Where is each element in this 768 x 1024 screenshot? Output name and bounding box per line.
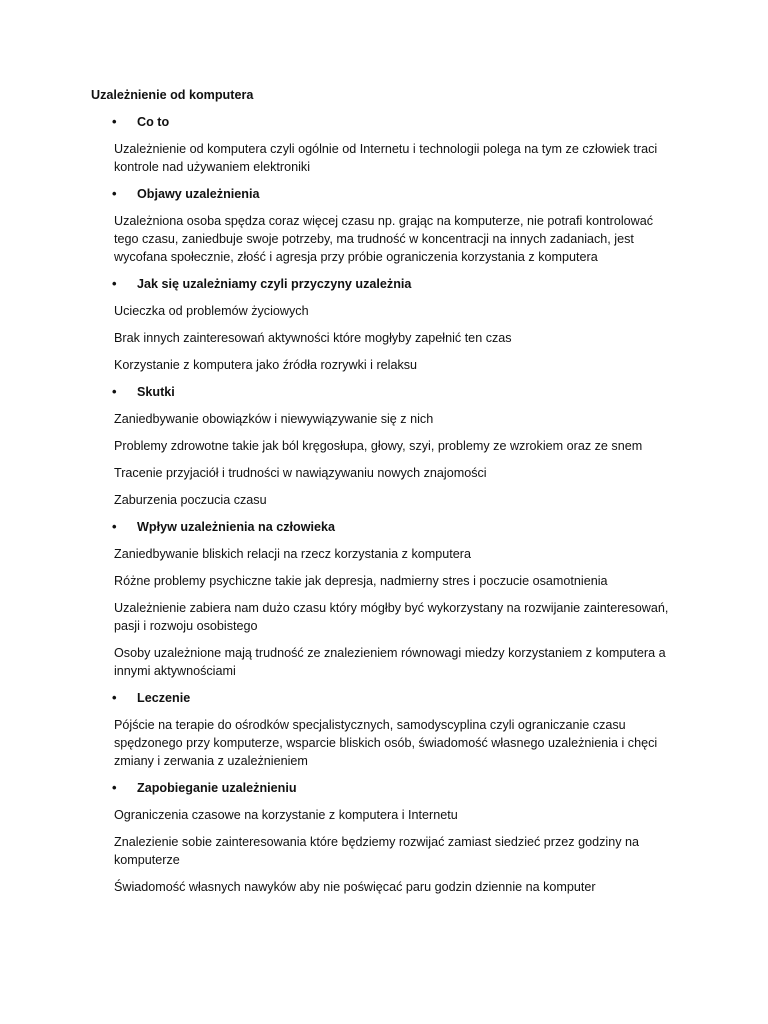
section-heading-label: Zapobieganie uzależnieniu xyxy=(137,781,297,795)
document-body xyxy=(91,86,681,905)
paragraph: Problemy zdrowotne takie jak ból kręgosłupa, głowy, szyi, problemy ze wzrokiem oraz ze snem xyxy=(114,439,643,453)
paragraph: Ograniczenia czasowe na korzystanie z komputera i Internetu xyxy=(114,808,458,822)
section-heading-label: Skutki xyxy=(137,385,175,399)
bullet-icon: • xyxy=(112,780,117,795)
section-heading-co-to xyxy=(91,113,681,131)
paragraph: Osoby uzależnione mają trudność ze znalezieniem równowagi miedzy korzystaniem z komputera a innymi aktywnościami xyxy=(114,646,666,678)
paragraph: Pójście na terapie do ośrodków specjalistycznych, samodyscyplina czyli ograniczanie czasu spędzonego przy komputerze, wsparcie bliskich osób, świadomość własnego uzależnienia i chęci zmiany i zerwania z uzależnieniem xyxy=(114,718,658,768)
paragraph: Znalezienie sobie zainteresowania które będziemy rozwijać zamiast siedzieć przez godziny na komputerze xyxy=(114,835,639,867)
paragraph: Uzależnienie zabiera nam dużo czasu który mógłby być wykorzystany na rozwijanie zainteresowań, pasji i rozwoju osobistego xyxy=(114,601,669,633)
paragraph: Zaniedbywanie bliskich relacji na rzecz korzystania z komputera xyxy=(114,547,471,561)
bullet-icon: • xyxy=(112,519,117,534)
section-heading-wplyw xyxy=(91,518,681,536)
section-heading-zapobieganie xyxy=(91,779,681,797)
document-title: Uzależnienie od komputera xyxy=(91,88,254,102)
bullet-icon: • xyxy=(112,276,117,291)
paragraph: Ucieczka od problemów życiowych xyxy=(114,304,309,318)
paragraph: Tracenie przyjaciół i trudności w nawiązywaniu nowych znajomości xyxy=(114,466,487,480)
paragraph: Różne problemy psychiczne takie jak depresja, nadmierny stres i poczucie osamotnienia xyxy=(114,574,608,588)
section-heading-leczenie xyxy=(91,689,681,707)
paragraph: Świadomość własnych nawyków aby nie poświęcać paru godzin dziennie na komputer xyxy=(114,880,596,894)
section-heading-objawy xyxy=(91,185,681,203)
paragraph: Brak innych zainteresowań aktywności które mogłyby zapełnić ten czas xyxy=(114,331,512,345)
paragraph: Zaniedbywanie obowiązków i niewywiązywanie się z nich xyxy=(114,412,434,426)
bullet-icon: • xyxy=(112,384,117,399)
section-heading-label: Objawy uzależnienia xyxy=(137,187,260,201)
section-heading-label: Co to xyxy=(137,115,170,129)
section-heading-label: Wpływ uzależnienia na człowieka xyxy=(137,520,336,534)
bullet-icon: • xyxy=(112,186,117,201)
paragraph: Zaburzenia poczucia czasu xyxy=(114,493,267,507)
bullet-icon: • xyxy=(112,690,117,705)
paragraph: Korzystanie z komputera jako źródła rozrywki i relaksu xyxy=(114,358,418,372)
section-heading-skutki xyxy=(91,383,681,401)
section-heading-label: Leczenie xyxy=(137,691,191,705)
section-heading-przyczyny xyxy=(91,275,681,293)
paragraph: Uzależniona osoba spędza coraz więcej czasu np. grając na komputerze, nie potrafi kontrolować tego czasu, zaniedbuje swoje potrzeby, ma trudność w koncentracji na innych zadaniach, jest wycofana społecznie, złość i agresja przy próbie ograniczenia korzystania z komputera xyxy=(114,214,654,264)
section-heading-label: Jak się uzależniamy czyli przyczyny uzależnia xyxy=(137,277,412,291)
paragraph: Uzależnienie od komputera czyli ogólnie od Internetu i technologii polega na tym ze człowiek traci kontrole nad używaniem elektroniki xyxy=(114,142,658,174)
bullet-icon: • xyxy=(112,114,117,129)
